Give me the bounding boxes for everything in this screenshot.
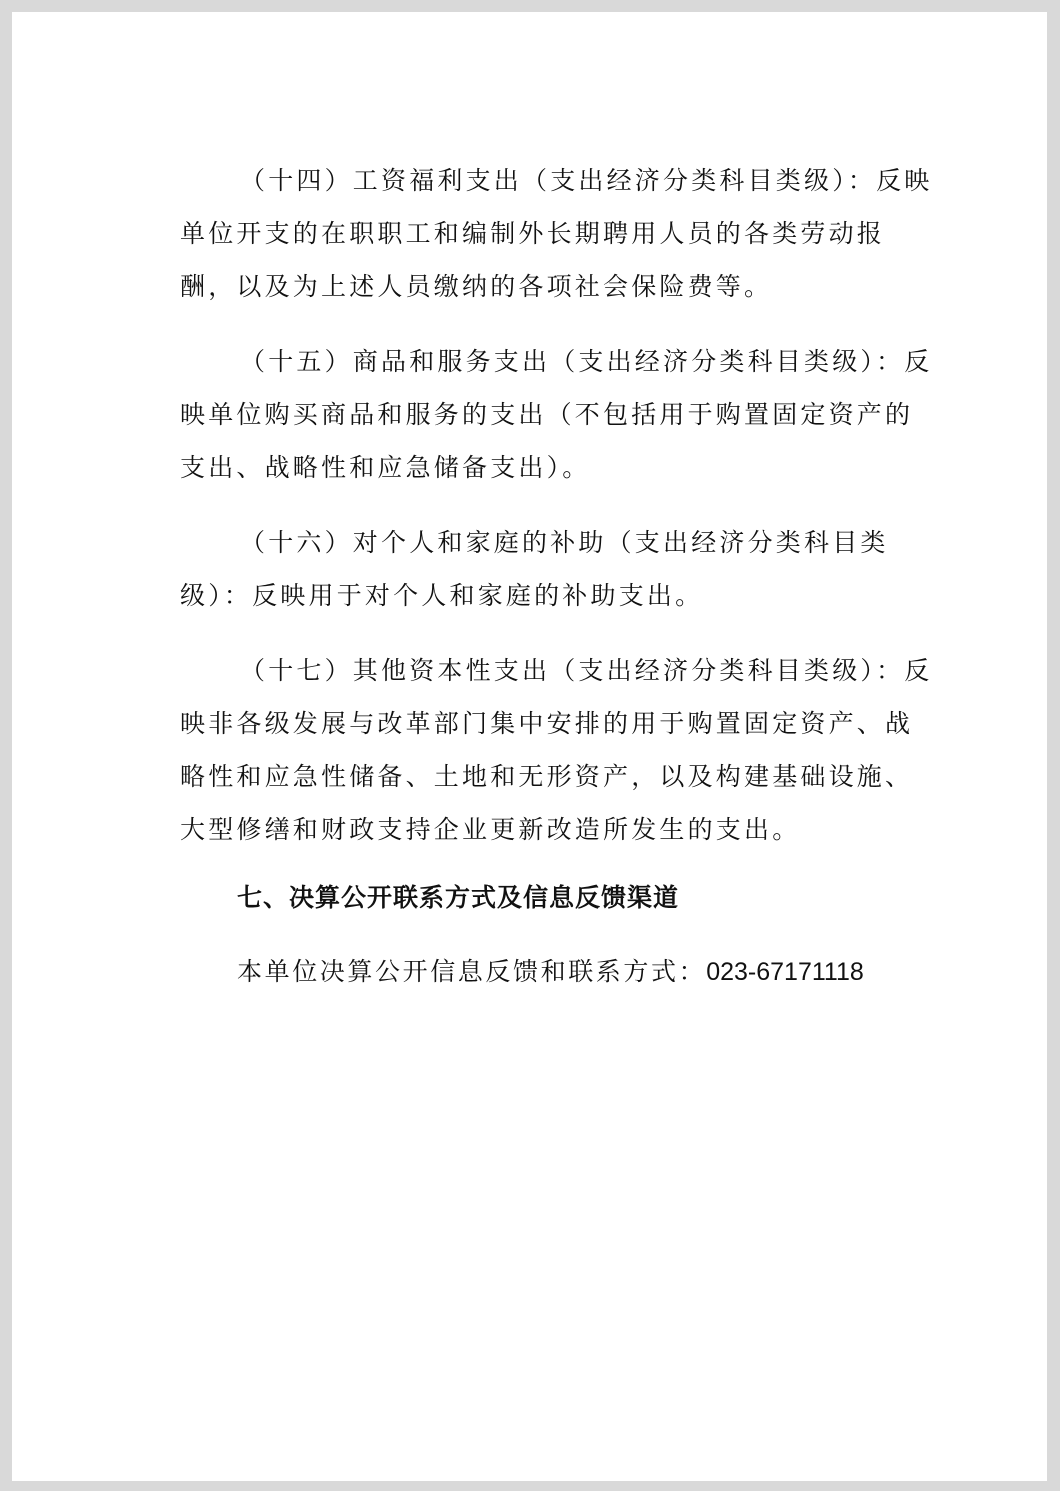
- page-content: [180, 154, 940, 992]
- paragraph-household-subsidy: （十六）对个人和家庭的补助（支出经济分类科目类级）：反映用于对个人和家庭的补助支出。: [180, 528, 889, 610]
- contact-label: 本单位决算公开信息反馈和联系方式：: [237, 957, 707, 986]
- paragraph-wage-welfare-expenditure: （十四）工资福利支出（支出经济分类科目类级）：反映单位开支的在职职工和编制外长期聘用人员的各类劳动报酬，以及为上述人员缴纳的各项社会保险费等。: [180, 166, 933, 301]
- paragraph-goods-services-expenditure: （十五）商品和服务支出（支出经济分类科目类级）：反映单位购买商品和服务的支出（不包括用于购置固定资产的支出、战略性和应急储备支出）。: [180, 347, 933, 482]
- section-heading-contact: 七、决算公开联系方式及信息反馈渠道: [237, 883, 680, 912]
- contact-phone: 023-67171118: [706, 958, 864, 986]
- contact-line: [180, 952, 940, 992]
- paragraph-other-capital-expenditure: （十七）其他资本性支出（支出经济分类科目类级）：反映非各级发展与改革部门集中安排的用于购置固定资产、战略性和应急性储备、土地和无形资产，以及构建基础设施、大型修缮和财政支持企业更新改造所发生的支出。: [180, 656, 933, 844]
